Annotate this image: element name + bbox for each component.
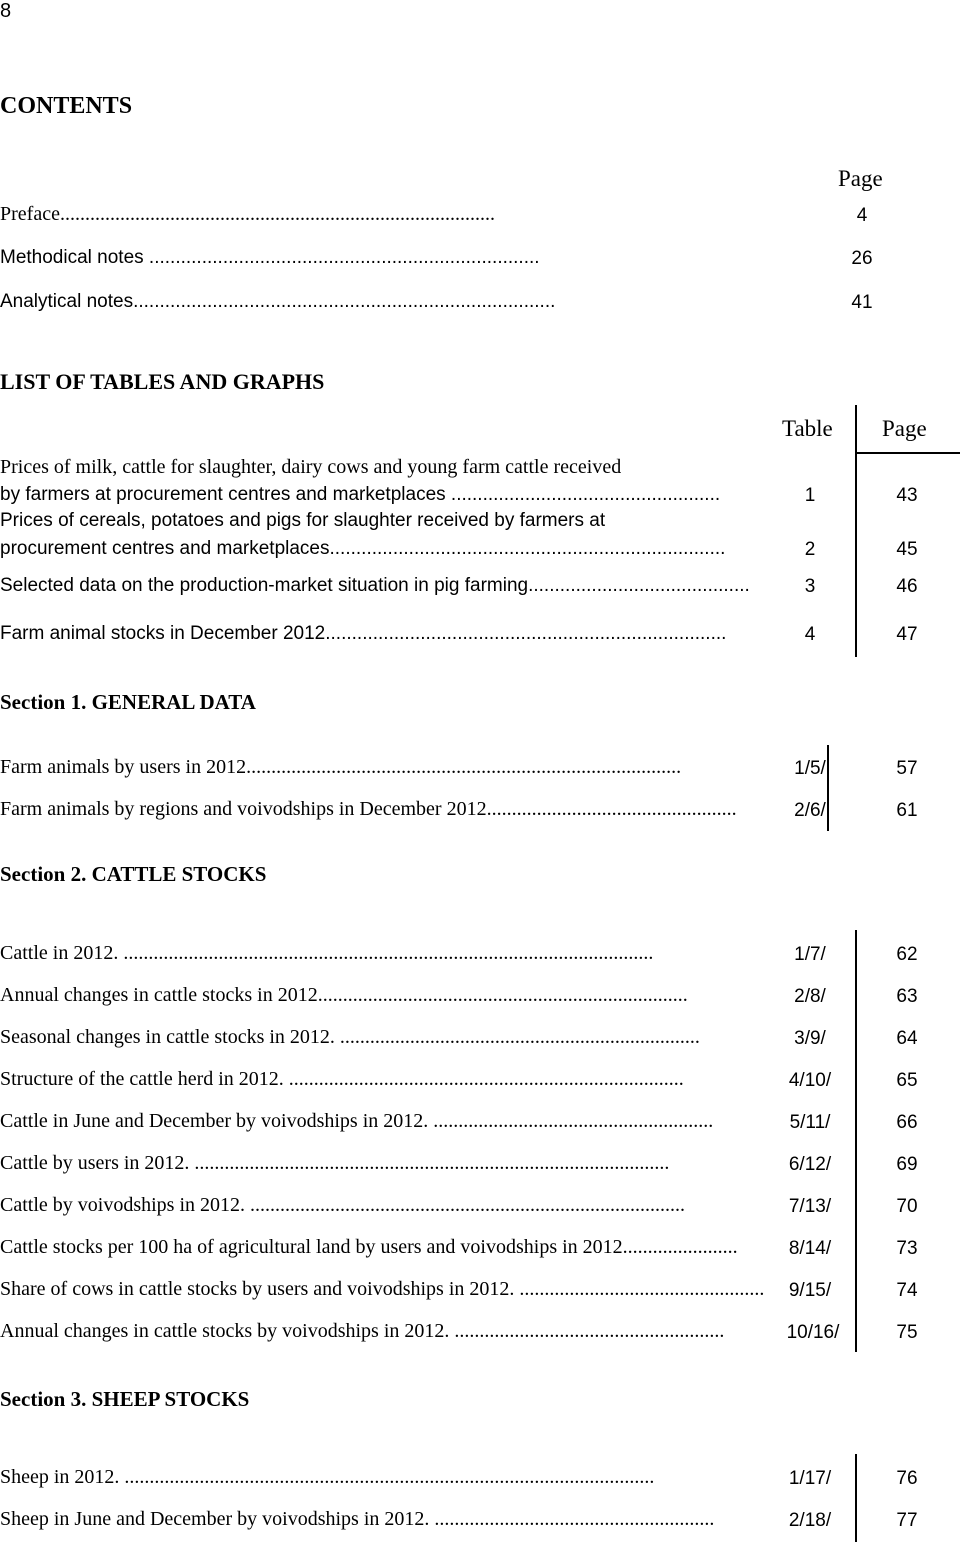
list-of-tables-title: LIST OF TABLES AND GRAPHS (0, 369, 325, 394)
section1-entry-by-regions-page: 61 (896, 800, 918, 821)
section3-entry-june-december-table: 2/18/ (788, 1510, 832, 1531)
section3-entry-sheep-2012-page: 76 (896, 1468, 918, 1489)
section2-entry-annual-by-voivodships-page: 75 (896, 1322, 918, 1343)
section3-entry-sheep-2012-table: 1/17/ (788, 1468, 832, 1489)
section1-entry-by-users[interactable]: Farm animals by users in 2012....................................................................................... (0, 756, 682, 778)
section3-divider (855, 1454, 857, 1542)
contents-item-analytical-notes[interactable]: Analytical notes................................................................................ (0, 291, 556, 312)
section2-entry-share-of-cows-table: 9/15/ (788, 1280, 832, 1301)
section2-entry-annual-changes-table: 2/8/ (794, 986, 826, 1007)
list-page-header: Page (882, 416, 927, 441)
section1-entry-by-regions-table: 2/6/ (794, 800, 826, 821)
section1-entry-by-regions[interactable]: Farm animals by regions and voivodships in December 2012.................................................. (0, 798, 737, 820)
contents-item-analytical-notes-page: 41 (851, 292, 873, 313)
list-entry-farm-animal-stocks-page: 47 (896, 624, 918, 645)
section2-entry-annual-by-voivodships[interactable]: Annual changes in cattle stocks by voivodships in 2012. ...................................................... (0, 1320, 725, 1342)
section2-entry-by-voivodships[interactable]: Cattle by voivodships in 2012. ....................................................................................... (0, 1194, 685, 1216)
section3-entry-sheep-2012[interactable]: Sheep in 2012. .......................................................................................................... (0, 1466, 655, 1488)
header-underline (855, 452, 960, 454)
contents-item-preface-page: 4 (856, 205, 868, 226)
section2-title: Section 2. CATTLE STOCKS (0, 862, 267, 886)
contents-item-methodical-notes[interactable]: Methodical notes .......................................................................... (0, 247, 540, 268)
section2-entry-herd-structure-table: 4/10/ (788, 1070, 832, 1091)
section2-entry-annual-by-voivodships-table: 10/16/ (786, 1322, 840, 1343)
section1-entry-by-users-page: 57 (896, 758, 918, 779)
list-table-header: Table (782, 416, 833, 441)
list-entry-cereal-prices[interactable]: Prices of cereals, potatoes and pigs for slaughter received by farmers at (0, 510, 606, 531)
list-entry-pig-farming[interactable]: Selected data on the production-market situation in pig farming.......................................... (0, 575, 750, 596)
list-entry-milk-prices-table: 1 (804, 485, 816, 506)
list-entry-milk-prices-page: 43 (896, 485, 918, 506)
section2-entry-by-users-table: 6/12/ (788, 1154, 832, 1175)
section2-entry-june-december-page: 66 (896, 1112, 918, 1133)
list-entry-milk-prices[interactable]: Prices of milk, cattle for slaughter, dairy cows and young farm cattle received (0, 456, 622, 478)
section2-divider (855, 930, 857, 1352)
section2-entry-herd-structure-page: 65 (896, 1070, 918, 1091)
list-entry-farm-animal-stocks[interactable]: Farm animal stocks in December 2012............................................................................ (0, 623, 727, 644)
section2-entry-by-voivodships-page: 70 (896, 1196, 918, 1217)
section2-entry-by-users[interactable]: Cattle by users in 2012. ............................................................................................... (0, 1152, 670, 1174)
section2-entry-share-of-cows-page: 74 (896, 1280, 918, 1301)
section2-entry-seasonal-changes[interactable]: Seasonal changes in cattle stocks in 2012. ........................................................................ (0, 1026, 700, 1048)
contents-item-methodical-notes-page: 26 (851, 248, 873, 269)
section2-entry-by-voivodships-table: 7/13/ (788, 1196, 832, 1217)
section2-entry-cattle-2012-table: 1/7/ (794, 944, 826, 965)
section2-entry-cattle-2012[interactable]: Cattle in 2012. .......................................................................................................... (0, 942, 654, 964)
section3-entry-june-december-page: 77 (896, 1510, 918, 1531)
section2-entry-annual-changes-page: 63 (896, 986, 918, 1007)
section2-entry-annual-changes[interactable]: Annual changes in cattle stocks in 2012.......................................................................... (0, 984, 688, 1006)
section2-entry-seasonal-changes-page: 64 (896, 1028, 918, 1049)
section2-entry-cattle-2012-page: 62 (896, 944, 918, 965)
section2-entry-june-december[interactable]: Cattle in June and December by voivodships in 2012. ........................................................ (0, 1110, 714, 1132)
section3-entry-june-december[interactable]: Sheep in June and December by voivodships in 2012. ........................................................ (0, 1508, 715, 1530)
list-entry-farm-animal-stocks-table: 4 (804, 624, 816, 645)
section1-title: Section 1. GENERAL DATA (0, 690, 256, 714)
contents-title: CONTENTS (0, 93, 133, 119)
list-entry-pig-farming-table: 3 (804, 576, 816, 597)
page-number: 8 (0, 0, 12, 22)
column-divider (855, 405, 857, 657)
list-entry-cereal-prices-line2[interactable]: procurement centres and marketplaces........................................................................... (0, 538, 726, 559)
section2-entry-per-100ha-table: 8/14/ (788, 1238, 832, 1259)
section2-entry-seasonal-changes-table: 3/9/ (794, 1028, 826, 1049)
section2-entry-by-users-page: 69 (896, 1154, 918, 1175)
section2-entry-share-of-cows[interactable]: Share of cows in cattle stocks by users and voivodships in 2012. ................................................. (0, 1278, 765, 1300)
list-entry-cereal-prices-page: 45 (896, 539, 918, 560)
section1-entry-by-users-table: 1/5/ (794, 758, 826, 779)
section3-title: Section 3. SHEEP STOCKS (0, 1387, 250, 1411)
contents-page-header: Page (838, 166, 883, 191)
contents-item-preface[interactable]: Preface....................................................................................... (0, 203, 495, 225)
section2-entry-per-100ha-page: 73 (896, 1238, 918, 1259)
section2-entry-june-december-table: 5/11/ (789, 1112, 831, 1133)
list-entry-cereal-prices-table: 2 (804, 539, 816, 560)
list-entry-pig-farming-page: 46 (896, 576, 918, 597)
list-entry-milk-prices-line2[interactable]: by farmers at procurement centres and marketplaces ................................................... (0, 484, 721, 505)
section2-entry-herd-structure[interactable]: Structure of the cattle herd in 2012. ............................................................................... (0, 1068, 684, 1090)
section2-entry-per-100ha[interactable]: Cattle stocks per 100 ha of agricultural land by users and voivodships in 2012....................... (0, 1236, 738, 1258)
